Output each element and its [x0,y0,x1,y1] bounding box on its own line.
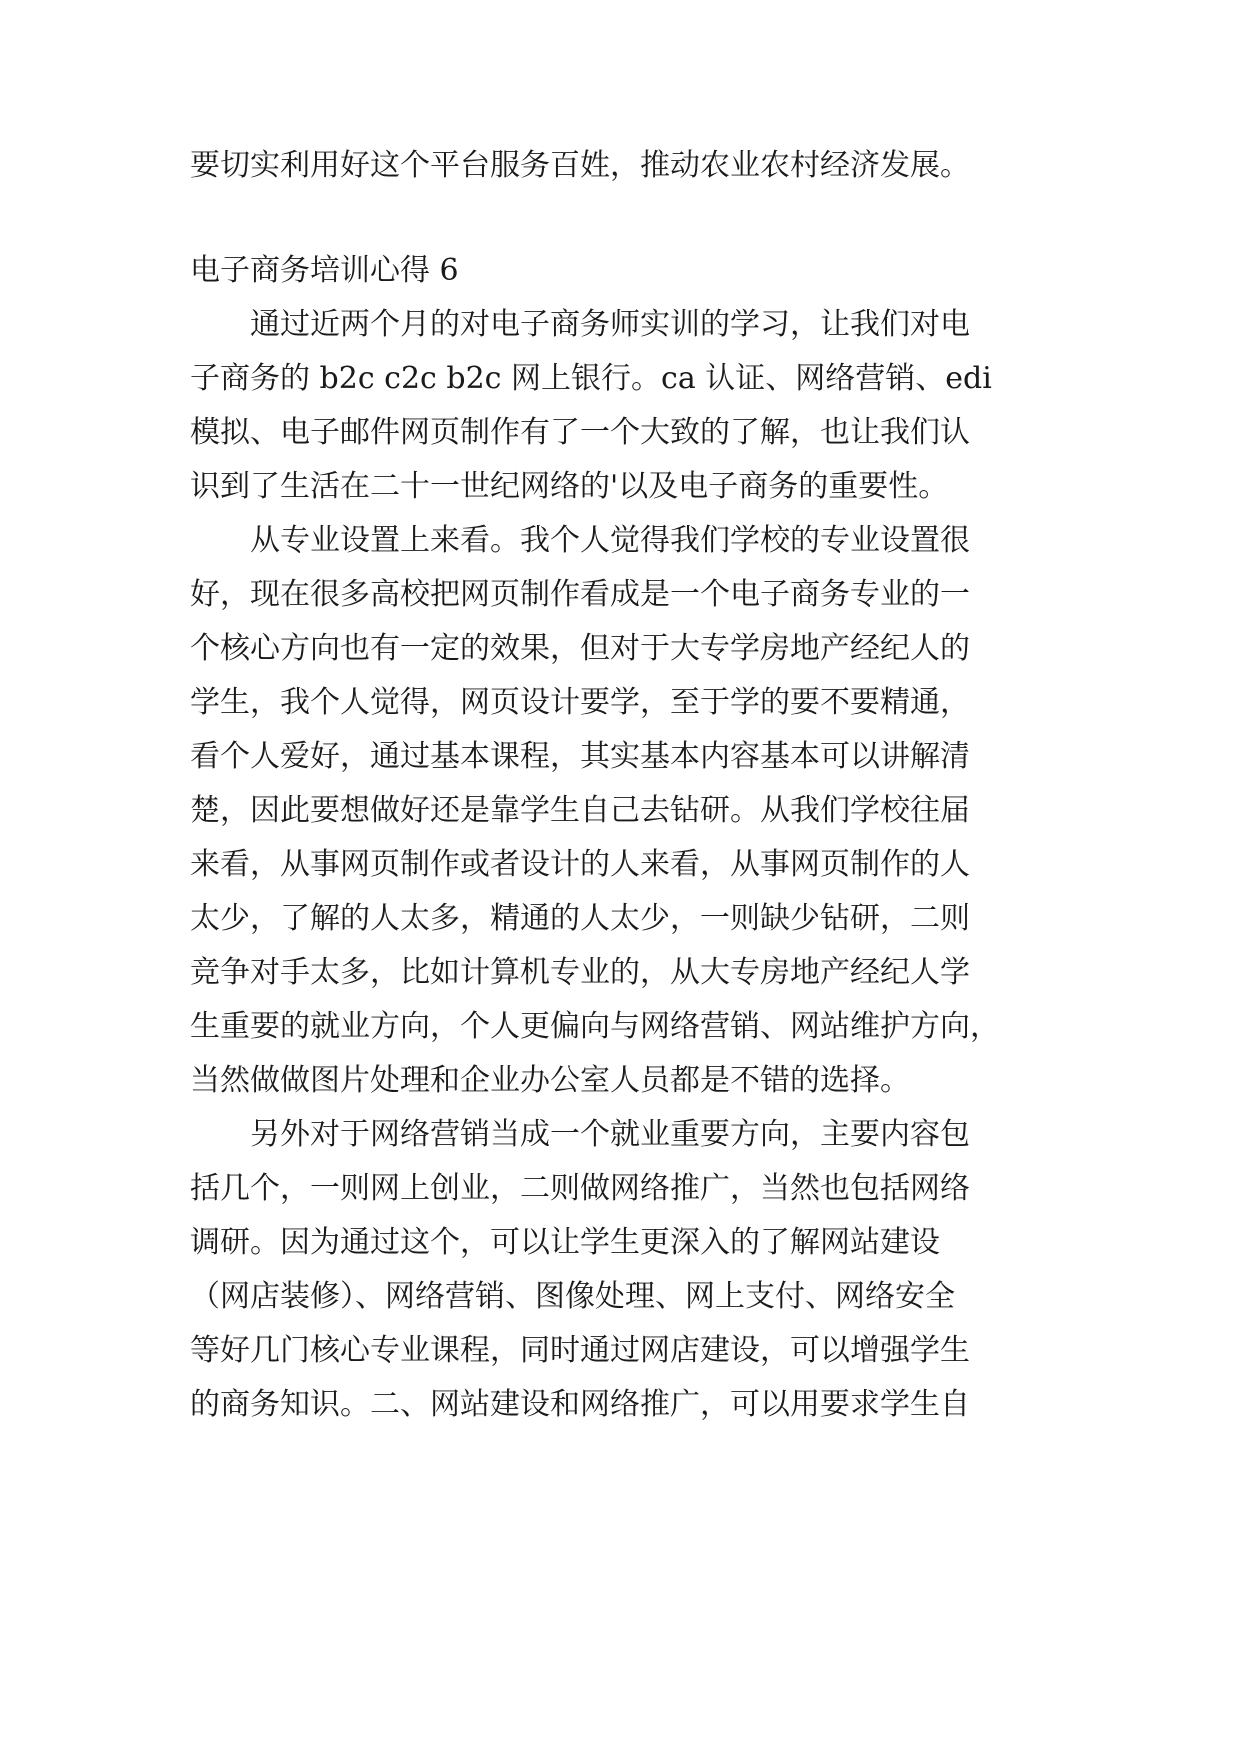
paragraph-line: 楚，因此要想做好还是靠学生自己去钻研。从我们学校往届 [190,793,970,828]
paragraph-line: 另外对于网络营销当成一个就业重要方向，主要内容包 [190,1117,970,1152]
paragraph-line: 的商务知识。二、网站建设和网络推广，可以用要求学生自 [190,1387,970,1422]
paragraph-line: 竞争对手太多，比如计算机专业的，从大专房地产经纪人学 [190,955,970,990]
paragraph-line: 括几个，一则网上创业，二则做网络推广，当然也包括网络 [190,1171,970,1206]
section-title: 电子商务培训心得 6 [190,253,459,288]
paragraph-line: 调研。因为通过这个，可以让学生更深入的了解网站建设 [190,1225,940,1260]
paragraph-line: 子商务的 b2c c2c b2c 网上银行。ca 认证、网络营销、edi [190,361,992,396]
paragraph-line: 模拟、电子邮件网页制作有了一个大致的了解，也让我们认 [190,415,970,450]
paragraph-line: 生重要的就业方向，个人更偏向与网络营销、网站维护方向， [190,1009,1000,1044]
paragraph-line: 学生，我个人觉得，网页设计要学，至于学的要不要精通， [190,685,970,720]
paragraph-line: 当然做做图片处理和企业办公室人员都是不错的选择。 [190,1063,910,1098]
paragraph-line: 太少，了解的人太多，精通的人太少，一则缺少钻研，二则 [190,901,970,936]
intro-line: 要切实利用好这个平台服务百姓，推动农业农村经济发展。 [190,148,970,183]
paragraph-line: 识到了生活在二十一世纪网络的'以及电子商务的重要性。 [190,469,949,504]
paragraph-line: 好，现在很多高校把网页制作看成是一个电子商务专业的一 [190,577,970,612]
paragraph-line: 来看，从事网页制作或者设计的人来看，从事网页制作的人 [190,847,970,882]
paragraph-line: 个核心方向也有一定的效果，但对于大专学房地产经纪人的 [190,631,970,666]
paragraph-line: （网店装修）、网络营销、图像处理、网上支付、网络安全 [190,1279,955,1314]
paragraph-line: 从专业设置上来看。我个人觉得我们学校的专业设置很 [190,523,970,558]
paragraph-line: 等好几门核心专业课程，同时通过网店建设，可以增强学生 [190,1333,970,1368]
paragraph-line: 看个人爱好，通过基本课程，其实基本内容基本可以讲解清 [190,739,970,774]
paragraph-line: 通过近两个月的对电子商务师实训的学习，让我们对电 [190,307,970,342]
